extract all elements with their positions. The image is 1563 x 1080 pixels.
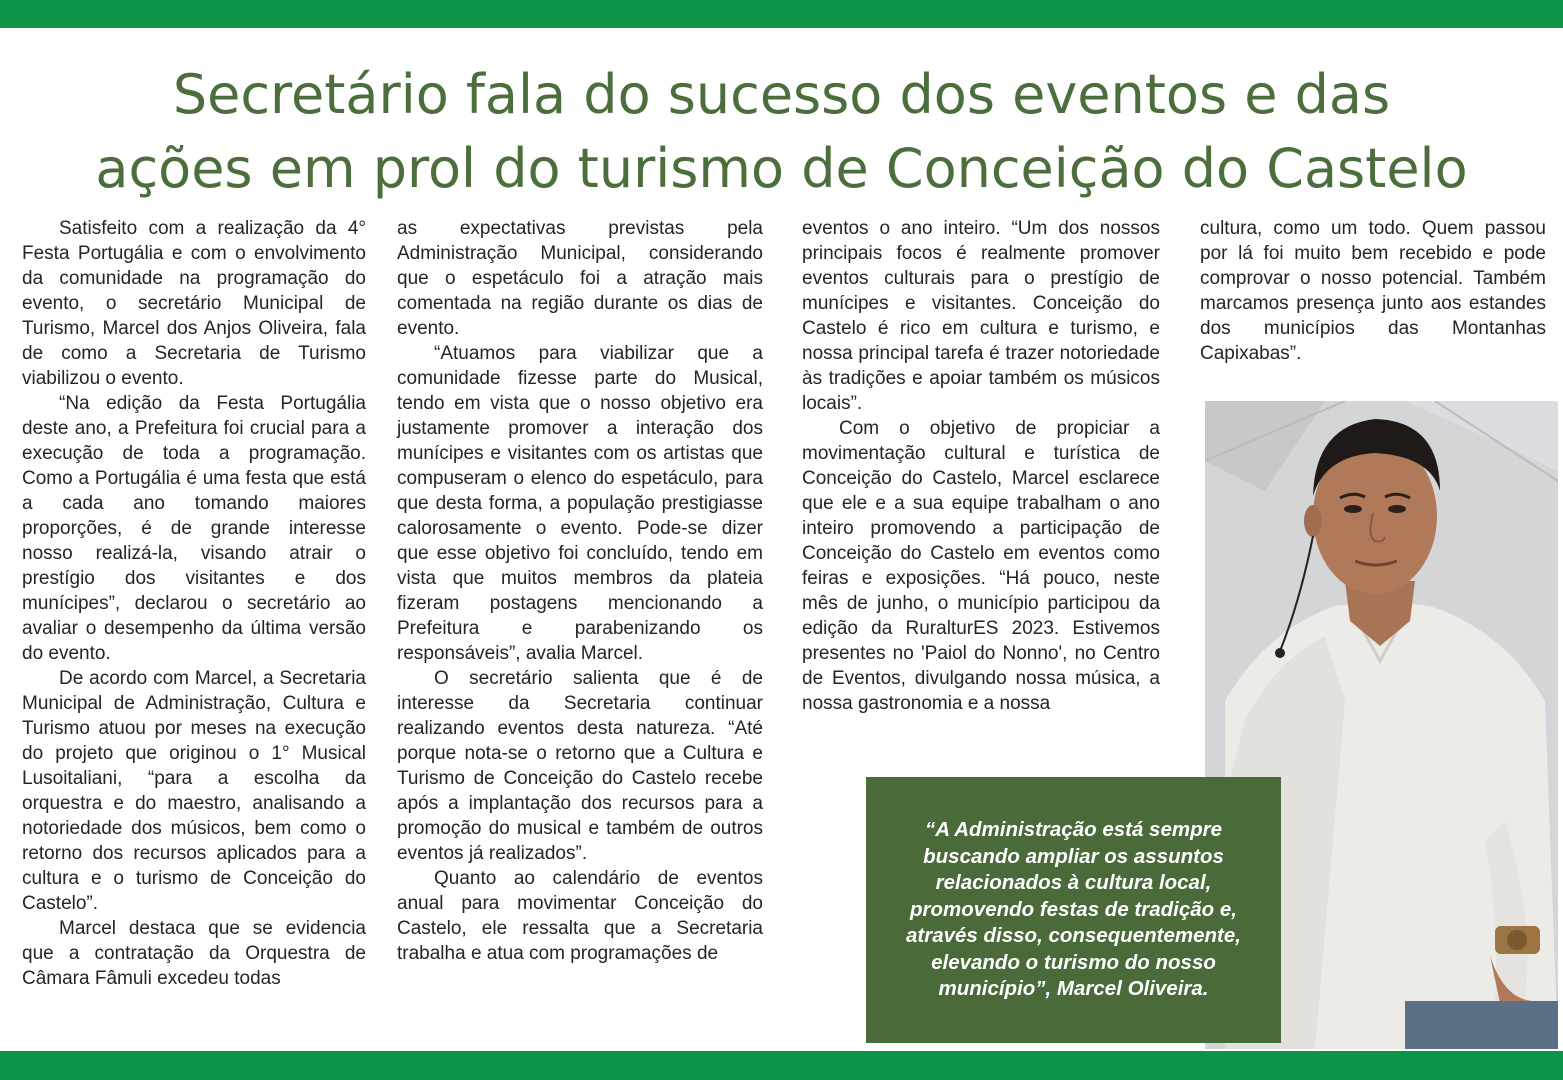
top-green-band (0, 0, 1563, 28)
paragraph: Satisfeito com a realização da 4° Festa Portugália e com o envolvimento da comunidade na programação do evento, o secretário Municipal de Turismo, Marcel dos Anjos Oliveira, fala de como a Secretaria de Turismo viabilizou o evento. (22, 218, 366, 389)
article-column-2 (397, 216, 763, 966)
paragraph: Marcel destaca que se evidencia que a contratação da Orquestra de Câmara Fâmuli excedeu todas (22, 918, 366, 989)
paragraph: Com o objetivo de propiciar a movimentação cultural e turística de Conceição do Castelo, Marcel esclarece que ele e a sua equipe trabalham o ano inteiro promovendo a participação de Conceição do Castelo em eventos como feiras e exposições. “Há pouco, neste mês de junho, o município participou da edição da RuralturES 2023. Estivemos presentes no 'Paiol do Nonno', no Centro de Eventos, divulgando nossa música, a nossa gastronomia e a nossa (802, 418, 1160, 714)
paragraph: De acordo com Marcel, a Secretaria Municipal de Administração, Cultura e Turismo atuou por meses na execução do projeto que originou o 1° Musical Lusoitaliani, “para a escolha da orquestra e do maestro, analisando a notoriedade dos músicos, bem como o retorno dos recursos aplicados para a cultura e o turismo de Conceição do Castelo”. (22, 668, 366, 914)
pull-quote-text: “A Administração está sempre buscando ampliar os assuntos relacionados à cultura local, promovendo festas de tradição e, através disso, consequentemente, elevando o turismo do nosso município”, Marcel Oliveira. (906, 818, 1241, 1001)
paragraph: “Atuamos para viabilizar que a comunidade fizesse parte do Musical, tendo em vista que o nosso objetivo era justamente promover a interação dos munícipes e visitantes com os artistas que compuseram o elenco do espetáculo, para que desta forma, a população prestigiasse calorosamente o evento. Pode-se dizer que esse objetivo foi concluído, tendo em vista que muitos membros da plateia fizeram postagens mencionando a Prefeitura e parabenizando os responsáveis”, avalia Marcel. (397, 343, 763, 664)
paragraph-continued: as expectativas previstas pela Administração Municipal, considerando que o espetáculo foi a atração mais comentada na região durante os dias de evento. (397, 218, 763, 339)
paragraph-continued: eventos o ano inteiro. “Um dos nossos principais focos é realmente promover eventos culturais para o prestígio de munícipes e visitantes. Conceição do Castelo é rico em cultura e turismo, e nossa principal tarefa é trazer notoriedade às tradições e apoiar também os músicos locais”. (802, 218, 1160, 414)
article-column-3 (802, 216, 1160, 716)
pull-quote-box (866, 777, 1281, 1043)
headline-line-1: Secretário fala do sucesso dos eventos e das (172, 63, 1391, 126)
bottom-green-band (0, 1051, 1563, 1080)
headline (10, 58, 1553, 206)
article-column-1 (22, 216, 366, 991)
paragraph: “Na edição da Festa Portugália deste ano, a Prefeitura foi crucial para a execução de toda a programação. Como a Portugália é uma festa que está a cada ano tomando maiores proporções, é de grande interesse nosso realizá-la, visando atrair o prestígio dos visitantes e dos munícipes”, declarou o secretário ao avaliar o desempenho da última versão do evento. (22, 393, 366, 664)
paragraph: Quanto ao calendário de eventos anual para movimentar Conceição do Castelo, ele ressalta que a Secretaria trabalha e atua com programações de (397, 868, 763, 964)
paragraph-continued: cultura, como um todo. Quem passou por lá foi muito bem recebido e pode comprovar o nosso potencial. Também marcamos presença junto aos estandes dos municípios das Montanhas Capixabas”. (1200, 218, 1546, 364)
paragraph: O secretário salienta que é de interesse da Secretaria continuar realizando eventos desta natureza. “Até porque nota-se o retorno que a Cultura e Turismo de Conceição do Castelo recebe após a implantação dos recursos para a promoção do musical e também de outros eventos já realizados”. (397, 668, 763, 864)
article-column-4 (1200, 216, 1546, 366)
headline-line-2: ações em prol do turismo de Conceição do Castelo (95, 137, 1468, 200)
